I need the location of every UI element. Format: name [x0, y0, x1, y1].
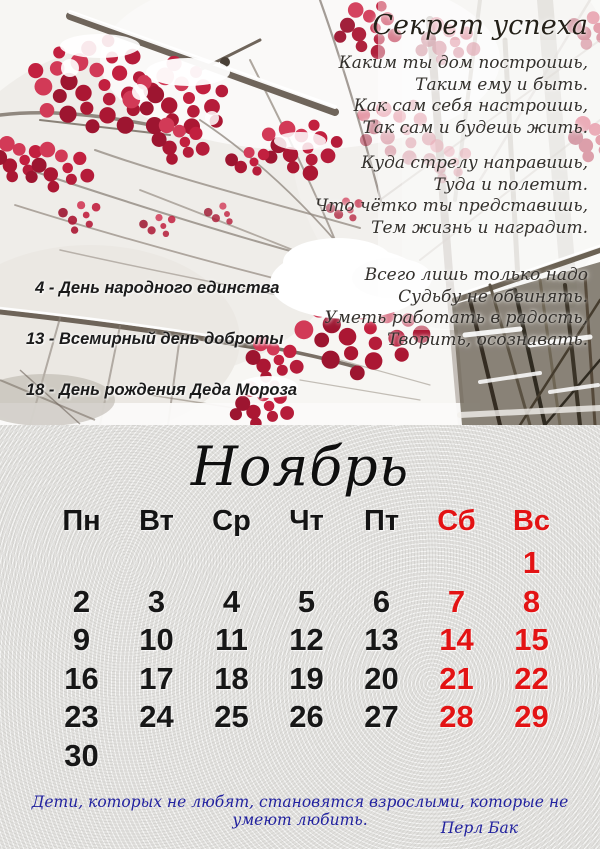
day-cell-7: 7	[447, 583, 466, 619]
day-cell-24: 24	[139, 699, 174, 735]
weekday-thu: Чт	[289, 505, 324, 537]
calendar-grid	[44, 544, 569, 776]
day-cell-26: 26	[289, 699, 324, 735]
day-cell-2: 2	[72, 583, 91, 619]
day-cell-14: 14	[439, 622, 474, 658]
day-cell-19: 19	[289, 660, 324, 696]
day-cell-1: 1	[522, 545, 541, 580]
day-cell-18: 18	[214, 660, 249, 696]
poem-stanza-2	[248, 153, 588, 239]
day-cell-empty	[44, 544, 119, 583]
poem-line: Туда и полетит.	[433, 174, 588, 195]
day-cell-30: 30	[64, 737, 99, 773]
day-cell-10: 10	[139, 622, 174, 658]
poem-line: Судьбу не обвинять.	[398, 286, 588, 307]
poem-line: Так сам и будешь жить.	[362, 117, 588, 138]
poem-line: Куда стрелу направишь,	[361, 153, 588, 173]
day-cell-8: 8	[522, 583, 541, 619]
day-cell-6: 6	[372, 583, 391, 619]
day-cell-15: 15	[514, 622, 549, 658]
day-cell-empty	[344, 544, 419, 583]
weekday-sun: Вс	[512, 505, 551, 537]
day-cell-23: 23	[64, 699, 99, 735]
weekday-mon: Пн	[62, 505, 101, 537]
day-cell-21: 21	[439, 660, 474, 696]
day-cell-9: 9	[72, 622, 91, 658]
day-cell-empty	[194, 544, 269, 583]
day-cell-27: 27	[364, 699, 399, 735]
poem-line: Таким ему и быть.	[415, 74, 588, 95]
weekday-tue: Вт	[139, 505, 174, 537]
holiday-item: 4 - День народного единства	[26, 279, 280, 297]
month-title: Ноябрь	[190, 435, 410, 498]
day-cell-empty	[269, 737, 344, 776]
day-cell-28: 28	[439, 699, 474, 735]
poem-line: Всего лишь только надо	[364, 265, 588, 285]
poem-line: Как сам себя настроишь,	[353, 96, 588, 116]
day-cell-22: 22	[514, 660, 549, 696]
day-cell-13: 13	[364, 622, 399, 658]
day-cell-5: 5	[297, 583, 316, 619]
day-cell-20: 20	[364, 660, 399, 696]
day-cell-16: 16	[64, 660, 99, 696]
poem-title: Секрет успеха	[372, 10, 588, 41]
day-cell-empty	[119, 737, 194, 776]
quote-text: Дети, которых не любят, становятся взрослыми, которые не умеют любить.	[31, 793, 569, 829]
day-cell-empty	[119, 544, 194, 583]
day-cell-empty	[419, 737, 494, 776]
day-cell-4: 4	[222, 583, 241, 619]
holiday-list	[26, 246, 384, 425]
holiday-item: 13 - Всемирный день доброты	[26, 330, 284, 348]
weekday-sat: Сб	[437, 505, 476, 537]
poem-line: Что чётко ты представишь,	[315, 196, 588, 216]
weekday-fri: Пт	[363, 505, 400, 537]
day-cell-11: 11	[215, 622, 248, 658]
day-cell-empty	[344, 737, 419, 776]
poem-line: Уметь работать в радость,	[324, 308, 588, 328]
poem-line: Творить, осознавать.	[387, 329, 588, 350]
weekday-wed: Ср	[212, 505, 251, 537]
poem-line: Каким ты дом построишь,	[338, 53, 588, 73]
weekday-header	[44, 505, 569, 538]
poem-stanza-1	[248, 53, 588, 139]
day-cell-29: 29	[514, 699, 549, 735]
calendar-section	[0, 425, 600, 849]
day-cell-25: 25	[214, 699, 249, 735]
day-cell-empty	[269, 544, 344, 583]
quote-author: Перл Бак	[440, 819, 518, 837]
day-cell-12: 12	[289, 622, 324, 658]
day-cell-empty	[419, 544, 494, 583]
day-cell-3: 3	[147, 583, 166, 619]
holiday-item: 18 - День рождения Деда Мороза	[26, 381, 298, 399]
poem-line: Тем жизнь и наградит.	[371, 217, 588, 238]
day-cell-17: 17	[139, 660, 174, 696]
day-cell-empty	[194, 737, 269, 776]
day-cell-empty	[494, 737, 569, 776]
